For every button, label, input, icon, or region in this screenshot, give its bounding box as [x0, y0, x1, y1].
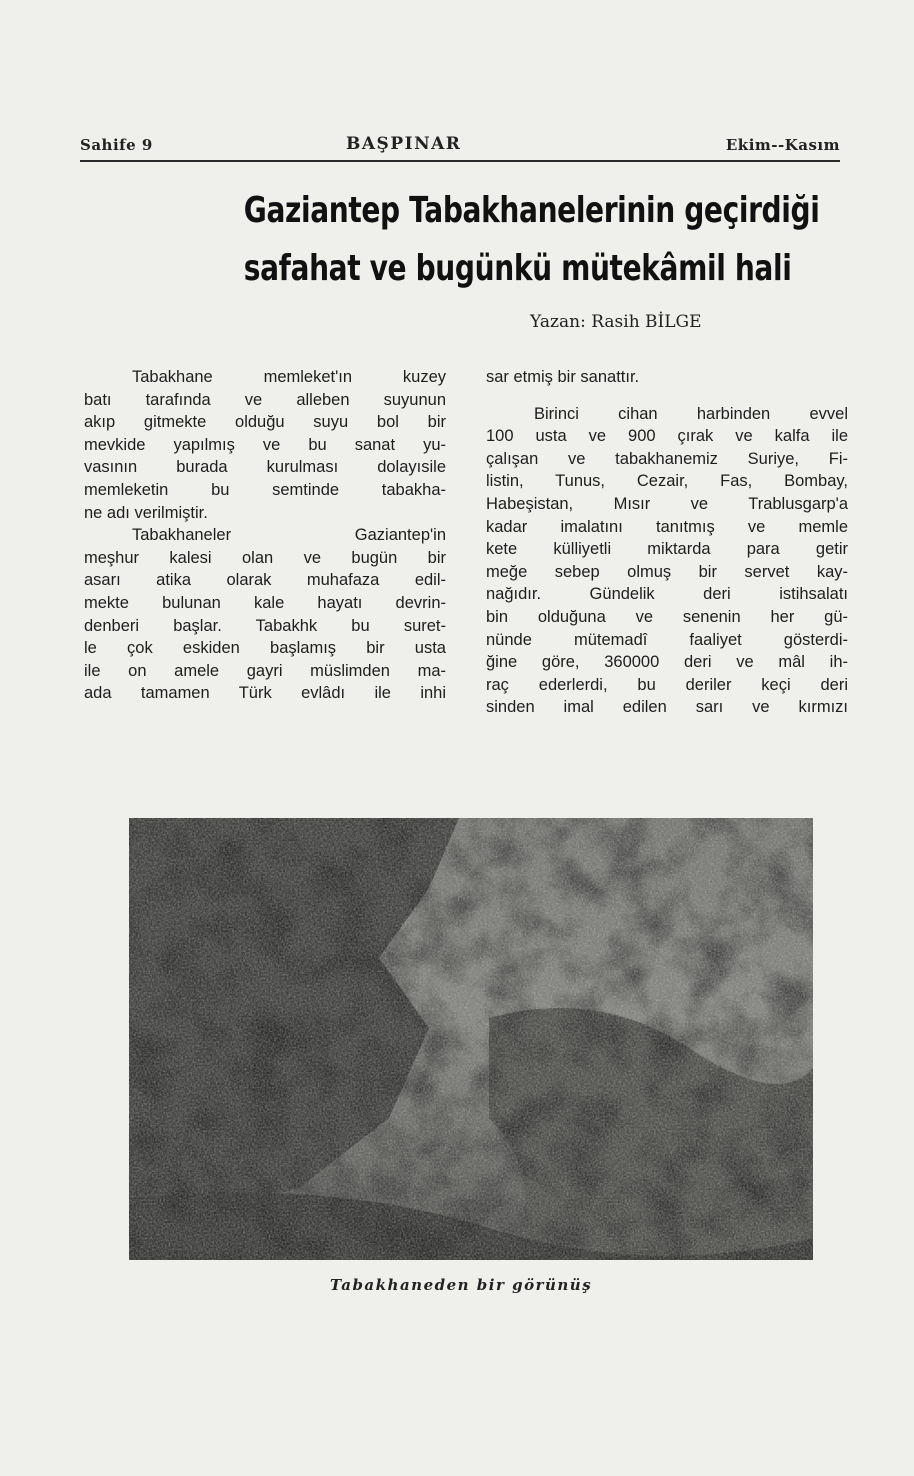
text-line: denberi başlar. Tabakhk bu suret-	[84, 616, 446, 635]
text-line: nünde mütemadî faaliyet gösterdi-	[486, 630, 848, 649]
title-line: safahat ve bugünkü mütekâmil hali	[243, 248, 792, 289]
text-line: meğe sebep olmuş bir servet kay-	[486, 562, 848, 581]
text-line: ada tamamen Türk evlâdı ile inhi	[84, 684, 446, 703]
text-line: mevkide yapılmış ve bu sanat yu-	[84, 435, 446, 454]
running-head	[80, 132, 840, 158]
text-line: kete külliyetli miktarda para getir	[486, 540, 848, 559]
text-line: bin olduğuna ve senenin her gü-	[486, 607, 848, 626]
photo-image	[129, 818, 813, 1260]
text-line: memleketin bu semtinde tabakha-	[84, 480, 446, 499]
text-line: ğine göre, 360000 deri ve mâl ih-	[486, 653, 848, 672]
text-line: asarı atika olarak muhafaza edil-	[84, 571, 446, 590]
photo-caption: Tabakhaneden bir görünüş	[330, 1276, 593, 1294]
text-line: ne adı verilmiştir.	[84, 503, 208, 522]
tannery-photo	[129, 818, 813, 1260]
text-line: batı tarafında ve alleben suyunun	[84, 390, 446, 409]
text-line: nağıdır. Gündelik deri istihsalatı	[486, 585, 848, 604]
publication-name: BAŞPINAR	[346, 134, 462, 154]
text-line: Birinci cihan harbinden evvel	[534, 404, 848, 423]
text-line: Tabakhaneler Gaziantep'in	[132, 526, 446, 545]
text-line: meşhur kalesi olan ve bugün bir	[84, 548, 446, 567]
text-line: Tabakhane memleket'ın kuzey	[132, 368, 446, 386]
title-line: Gaziantep Tabakhanelerinin geçirdiği	[243, 190, 820, 231]
byline: Yazan: Rasih BİLGE	[530, 312, 702, 332]
page-number-label: Sahife 9	[80, 136, 153, 154]
text-line: listin, Tunus, Cezair, Fas, Bombay,	[486, 472, 848, 491]
article-title	[243, 182, 820, 298]
text-line: çalışan ve tabakhanemiz Suriye, Fi-	[486, 449, 848, 468]
text-line: 100 usta ve 900 çırak ve kalfa ile	[486, 427, 848, 446]
text-line: sar etmiş bir sanattır.	[486, 368, 640, 386]
header-rule	[80, 160, 840, 162]
text-line: sinden imal edilen sarı ve kırmızı	[486, 698, 848, 717]
left-column	[84, 366, 446, 705]
issue-date: Ekim--Kasım	[725, 136, 840, 154]
text-line: Habeşistan, Mısır ve Trablusgarp'a	[486, 494, 848, 513]
text-line: ile on amele gayri müslimden ma-	[84, 661, 446, 680]
text-line: le çok eskiden başlamış bir usta	[84, 639, 446, 658]
text-line: akıp gitmekte olduğu suyu bol bir	[84, 413, 446, 432]
text-line: vasının burada kurulması dolayısile	[84, 458, 446, 477]
text-line: mekte bulunan kale hayatı devrin-	[84, 593, 446, 612]
text-line: raç ederlerdi, bu deriler keçi deri	[486, 675, 848, 694]
right-column	[486, 366, 848, 719]
text-line: kadar imalatını tanıtmış ve memle	[486, 517, 848, 536]
